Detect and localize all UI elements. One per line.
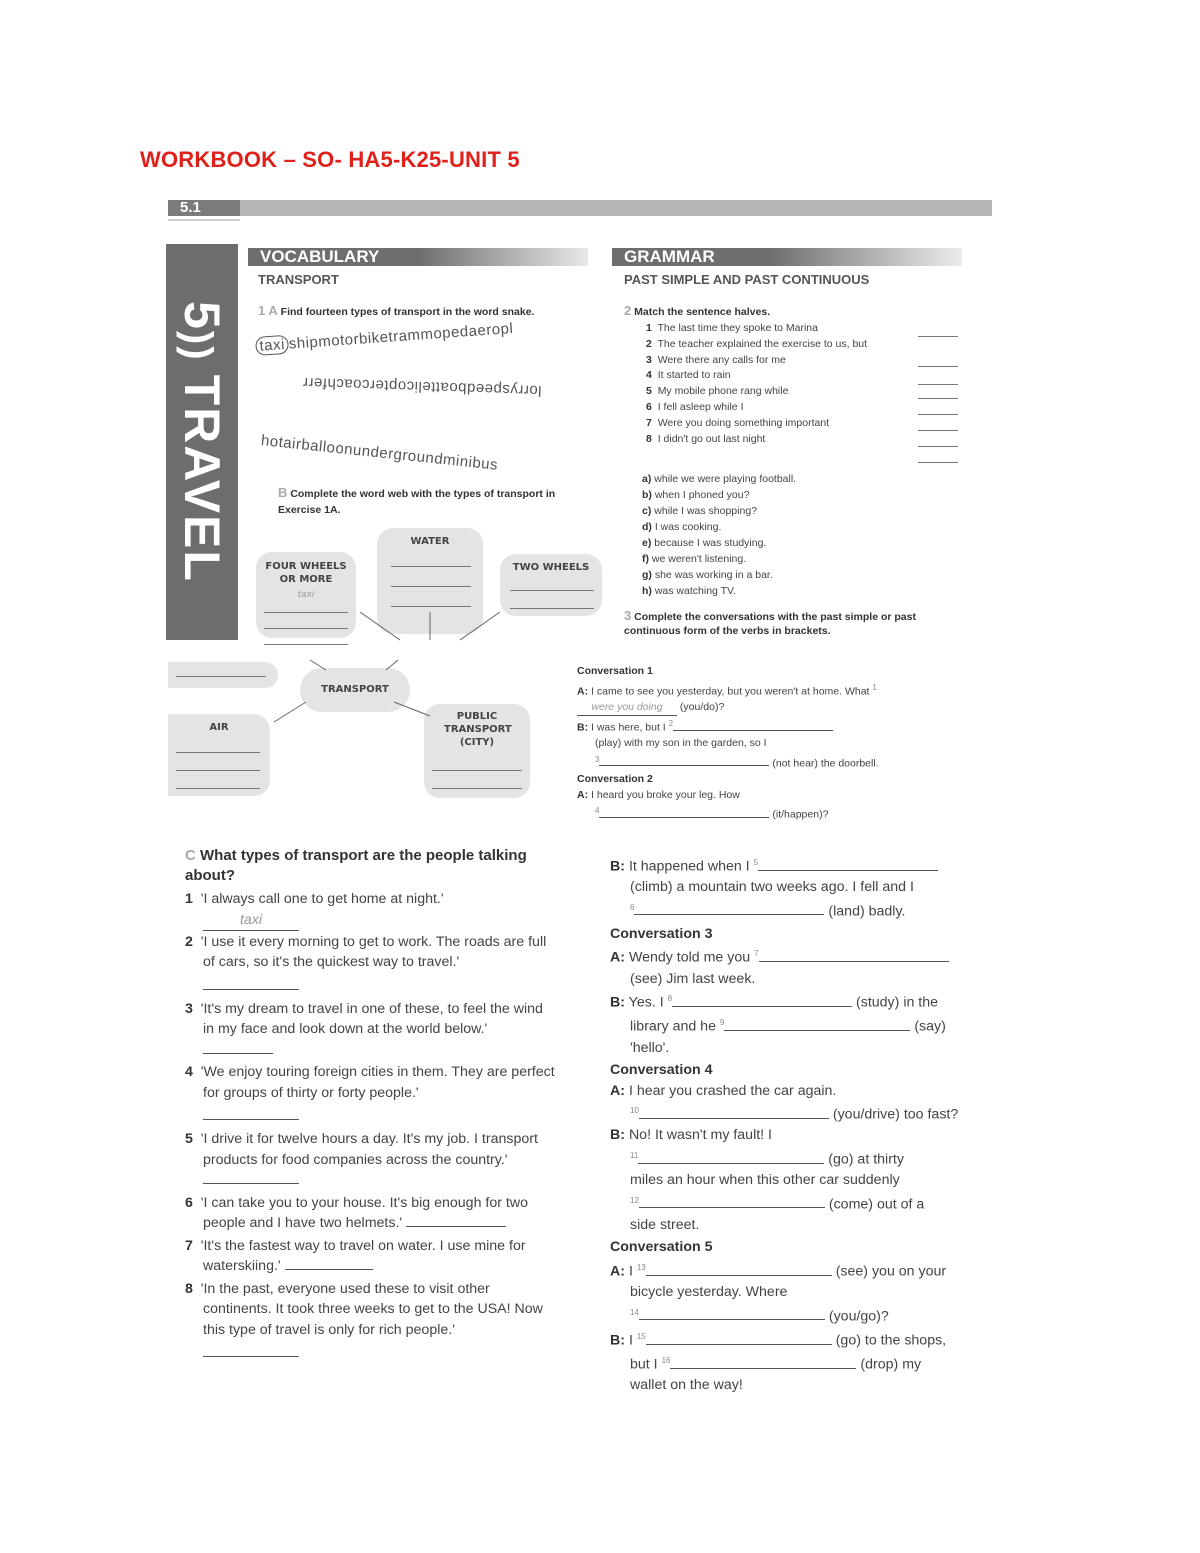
list-item: 3 'It's my dream to travel in one of these, to feel the wind in my face and look down at the world below.' <box>185 999 555 1061</box>
conversations-bottom: B: It happened when I $^5$ (climb) a mountain two weeks ago. I fell and I $^6$ (land) badly. Conversation 3 A: Wendy told me you $^7$ (see) Jim last week. B: Yes. I $^8$ (study) in the library and he $^9$ (say) 'hello'. Conversation 4 A: I hear you crashed the car again. $^{10}$ (you/drive) too fast? B: No! It wasn't my fault! I $^{11}$ (go) at thirty miles an hour when this other car suddenly $^{12}$ (come) out of a side street. Conversation 5 A: I $^{13}$ (see) you on your bicycle yesterday. Where $^{14}$ (you/go)? B: I $^{15}$ (go) to the shops, but I $^{16}$ (drop) my wallet on the way! <box>610 858 959 1394</box>
answer-field-3[interactable] <box>599 765 769 766</box>
answer-field-13[interactable] <box>646 1275 832 1276</box>
web-water-label: WATER <box>410 536 450 547</box>
answer-field-7[interactable] <box>759 961 949 962</box>
word-snake-line-1 <box>255 320 514 355</box>
exercise-2-text: Match the sentence halves. <box>634 306 771 318</box>
exercise-c-letter: C <box>185 847 196 864</box>
sentence-halves-list <box>646 321 896 447</box>
unit-sidebar-label: 5)) TRAVEL <box>174 301 230 583</box>
exercise-1a-instruction <box>258 303 578 320</box>
list-item: 8 'In the past, everyone used these to visit other continents. It took three weeks to get to the USA! Now this type of travel is only for rich people.' <box>185 1280 543 1338</box>
exercise-c-instruction <box>185 846 565 886</box>
exercise-1b-text: Complete the word web with the types of transport in Exercise 1A. <box>278 488 556 516</box>
exercise-1b-instruction <box>278 485 578 518</box>
list-item: 4 'We enjoy touring foreign cities in them. They are perfect for groups of thirty or forty people.' <box>185 1064 555 1101</box>
exercise-2-number: 2 <box>624 303 632 318</box>
list-item: a) while we were playing football. <box>642 473 797 485</box>
word-snake-line-2: lorryspeedboattelicoptercoachferr <box>302 373 542 400</box>
list-item: 7 Were you doing something important <box>646 416 830 429</box>
answer-field-c4[interactable] <box>203 1103 299 1120</box>
exercise-1b-number: B <box>278 485 288 500</box>
grammar-heading: GRAMMAR <box>612 248 962 266</box>
list-item: 1 The last time they spoke to Marina <box>646 322 818 334</box>
answer-field-9[interactable] <box>724 1030 910 1031</box>
list-item: 6 I fell asleep while I <box>646 400 744 413</box>
exercise-3-instruction <box>624 609 964 638</box>
unit-number: 5 <box>174 301 230 331</box>
list-item: 5 My mobile phone rang while <box>646 385 789 398</box>
word-snake-circled: taxi <box>255 335 290 356</box>
exercise-1a-text: Find fourteen types of transport in the word snake. <box>280 306 535 318</box>
answer-field-c1[interactable]: taxi <box>203 910 299 932</box>
web-air-box <box>168 714 270 796</box>
web-four-wheels-label: FOUR WHEELS OR MORE <box>265 561 347 585</box>
conversations-top: Conversation 1 A: I came to see you yesterday, but you weren't at home. What $^1$were you doing (you/do)? B: I was here, but I $^2$ (play) with my son in the garden, so I $^3$ (not hear) the doorbell. Conversation 2 A: I heard you broke your leg. How $^4$ (it/happen)? <box>577 665 879 821</box>
unit-label: TRAVEL <box>174 374 230 583</box>
answer-field-c5[interactable] <box>203 1183 299 1184</box>
vocabulary-subheading: TRANSPORT <box>258 272 339 287</box>
web-four-wheels-answer: taxi <box>297 590 315 600</box>
web-connector-lines-top <box>340 610 510 642</box>
unit-bar <box>168 200 992 216</box>
conversation-5-title: Conversation 5 <box>610 1239 713 1256</box>
answer-field-14[interactable] <box>639 1319 825 1320</box>
exercise-1a-number: 1 A <box>258 303 278 318</box>
list-item: 2 'I use it every morning to get to work. The roads are full of cars, so it's the quickest way to travel.' <box>185 933 547 970</box>
list-item: 1 'I always call one to get home at night.' <box>185 891 444 907</box>
answer-field-c3[interactable] <box>203 1053 273 1054</box>
answer-field-6[interactable] <box>634 914 824 915</box>
grammar-subheading: PAST SIMPLE AND PAST CONTINUOUS <box>624 272 870 287</box>
web-two-wheels-box <box>500 554 602 616</box>
exercise-2-instruction <box>624 303 770 320</box>
list-item: 6 'I can take you to your house. It's big enough for two people and I have two helmets.' <box>185 1194 528 1231</box>
exercise-3-number: 3 <box>624 608 632 623</box>
list-item: e) because I was studying. <box>642 537 767 549</box>
answer-field-11[interactable] <box>638 1163 824 1164</box>
word-snake-text-1: shipmotorbiketrammopedaeropl <box>288 319 514 353</box>
unit-tag-underline <box>168 219 240 221</box>
list-item: f) we weren't listening. <box>642 553 747 565</box>
list-item: 3 Were there any calls for me <box>646 353 786 366</box>
answer-field-4[interactable] <box>599 817 769 818</box>
answer-field-15[interactable] <box>646 1344 832 1345</box>
list-item: h) was watching TV. <box>642 585 736 597</box>
conversation-2-title: Conversation 2 <box>577 773 653 786</box>
sentence-endings-list <box>642 471 872 599</box>
list-item: 5 'I drive it for twelve hours a day. It's my job. I transport products for food companies across the country.' <box>185 1129 555 1191</box>
answer-field-2[interactable] <box>673 730 833 731</box>
unit-tag: 5.1 <box>168 200 240 216</box>
list-item: b) when I phoned you? <box>642 489 750 501</box>
exercise-c-text: What types of transport are the people talking about? <box>185 847 527 884</box>
web-two-wheels-label: TWO WHEELS <box>512 562 590 573</box>
answer-field-5[interactable] <box>758 870 938 871</box>
web-air-label: AIR <box>209 722 229 733</box>
list-item: 2 The teacher explained the exercise to us, but <box>646 337 868 350</box>
list-item: 7 'It's the fastest way to travel on water. I use mine for waterskiing.' <box>185 1237 526 1274</box>
exercise-3-text: Complete the conversations with the past simple or past continuous form of the verbs in brackets. <box>624 611 916 637</box>
answer-field-c6[interactable] <box>406 1226 506 1227</box>
vocabulary-heading: VOCABULARY <box>248 248 588 266</box>
conversation-3-title: Conversation 3 <box>610 925 713 942</box>
answer-field-c2[interactable] <box>203 973 299 990</box>
answer-field-12[interactable] <box>639 1207 825 1208</box>
answer-field-c8[interactable] <box>203 1340 299 1357</box>
list-item: 4 It started to rain <box>646 369 731 382</box>
answer-field-10[interactable] <box>639 1118 829 1119</box>
answer-field-16[interactable] <box>670 1368 856 1369</box>
list-item: 8 I didn't go out last night <box>646 432 766 445</box>
word-snake-line-3: hotairballoonundergroundminibus <box>260 432 499 474</box>
conversation-1-title: Conversation 1 <box>577 665 653 677</box>
web-transport-center: TRANSPORT <box>300 668 410 712</box>
answer-field-c7[interactable] <box>285 1269 373 1270</box>
web-public-label: PUBLIC TRANSPORT (CITY) <box>444 711 512 748</box>
answer-field-8[interactable] <box>672 1006 852 1007</box>
web-extra-box <box>168 662 278 688</box>
answer-field-1[interactable]: were you doing <box>577 700 677 717</box>
page-title: WORKBOOK – SO- HA5-K25-UNIT 5 <box>140 147 520 172</box>
list-item: g) she was working in a bar. <box>642 569 773 581</box>
exercise-c-list <box>185 889 555 1362</box>
list-item: d) I was cooking. <box>642 521 722 533</box>
list-item: c) while I was shopping? <box>642 505 757 517</box>
web-connector-lines-bottom <box>270 658 440 728</box>
conversation-4-title: Conversation 4 <box>610 1062 713 1079</box>
